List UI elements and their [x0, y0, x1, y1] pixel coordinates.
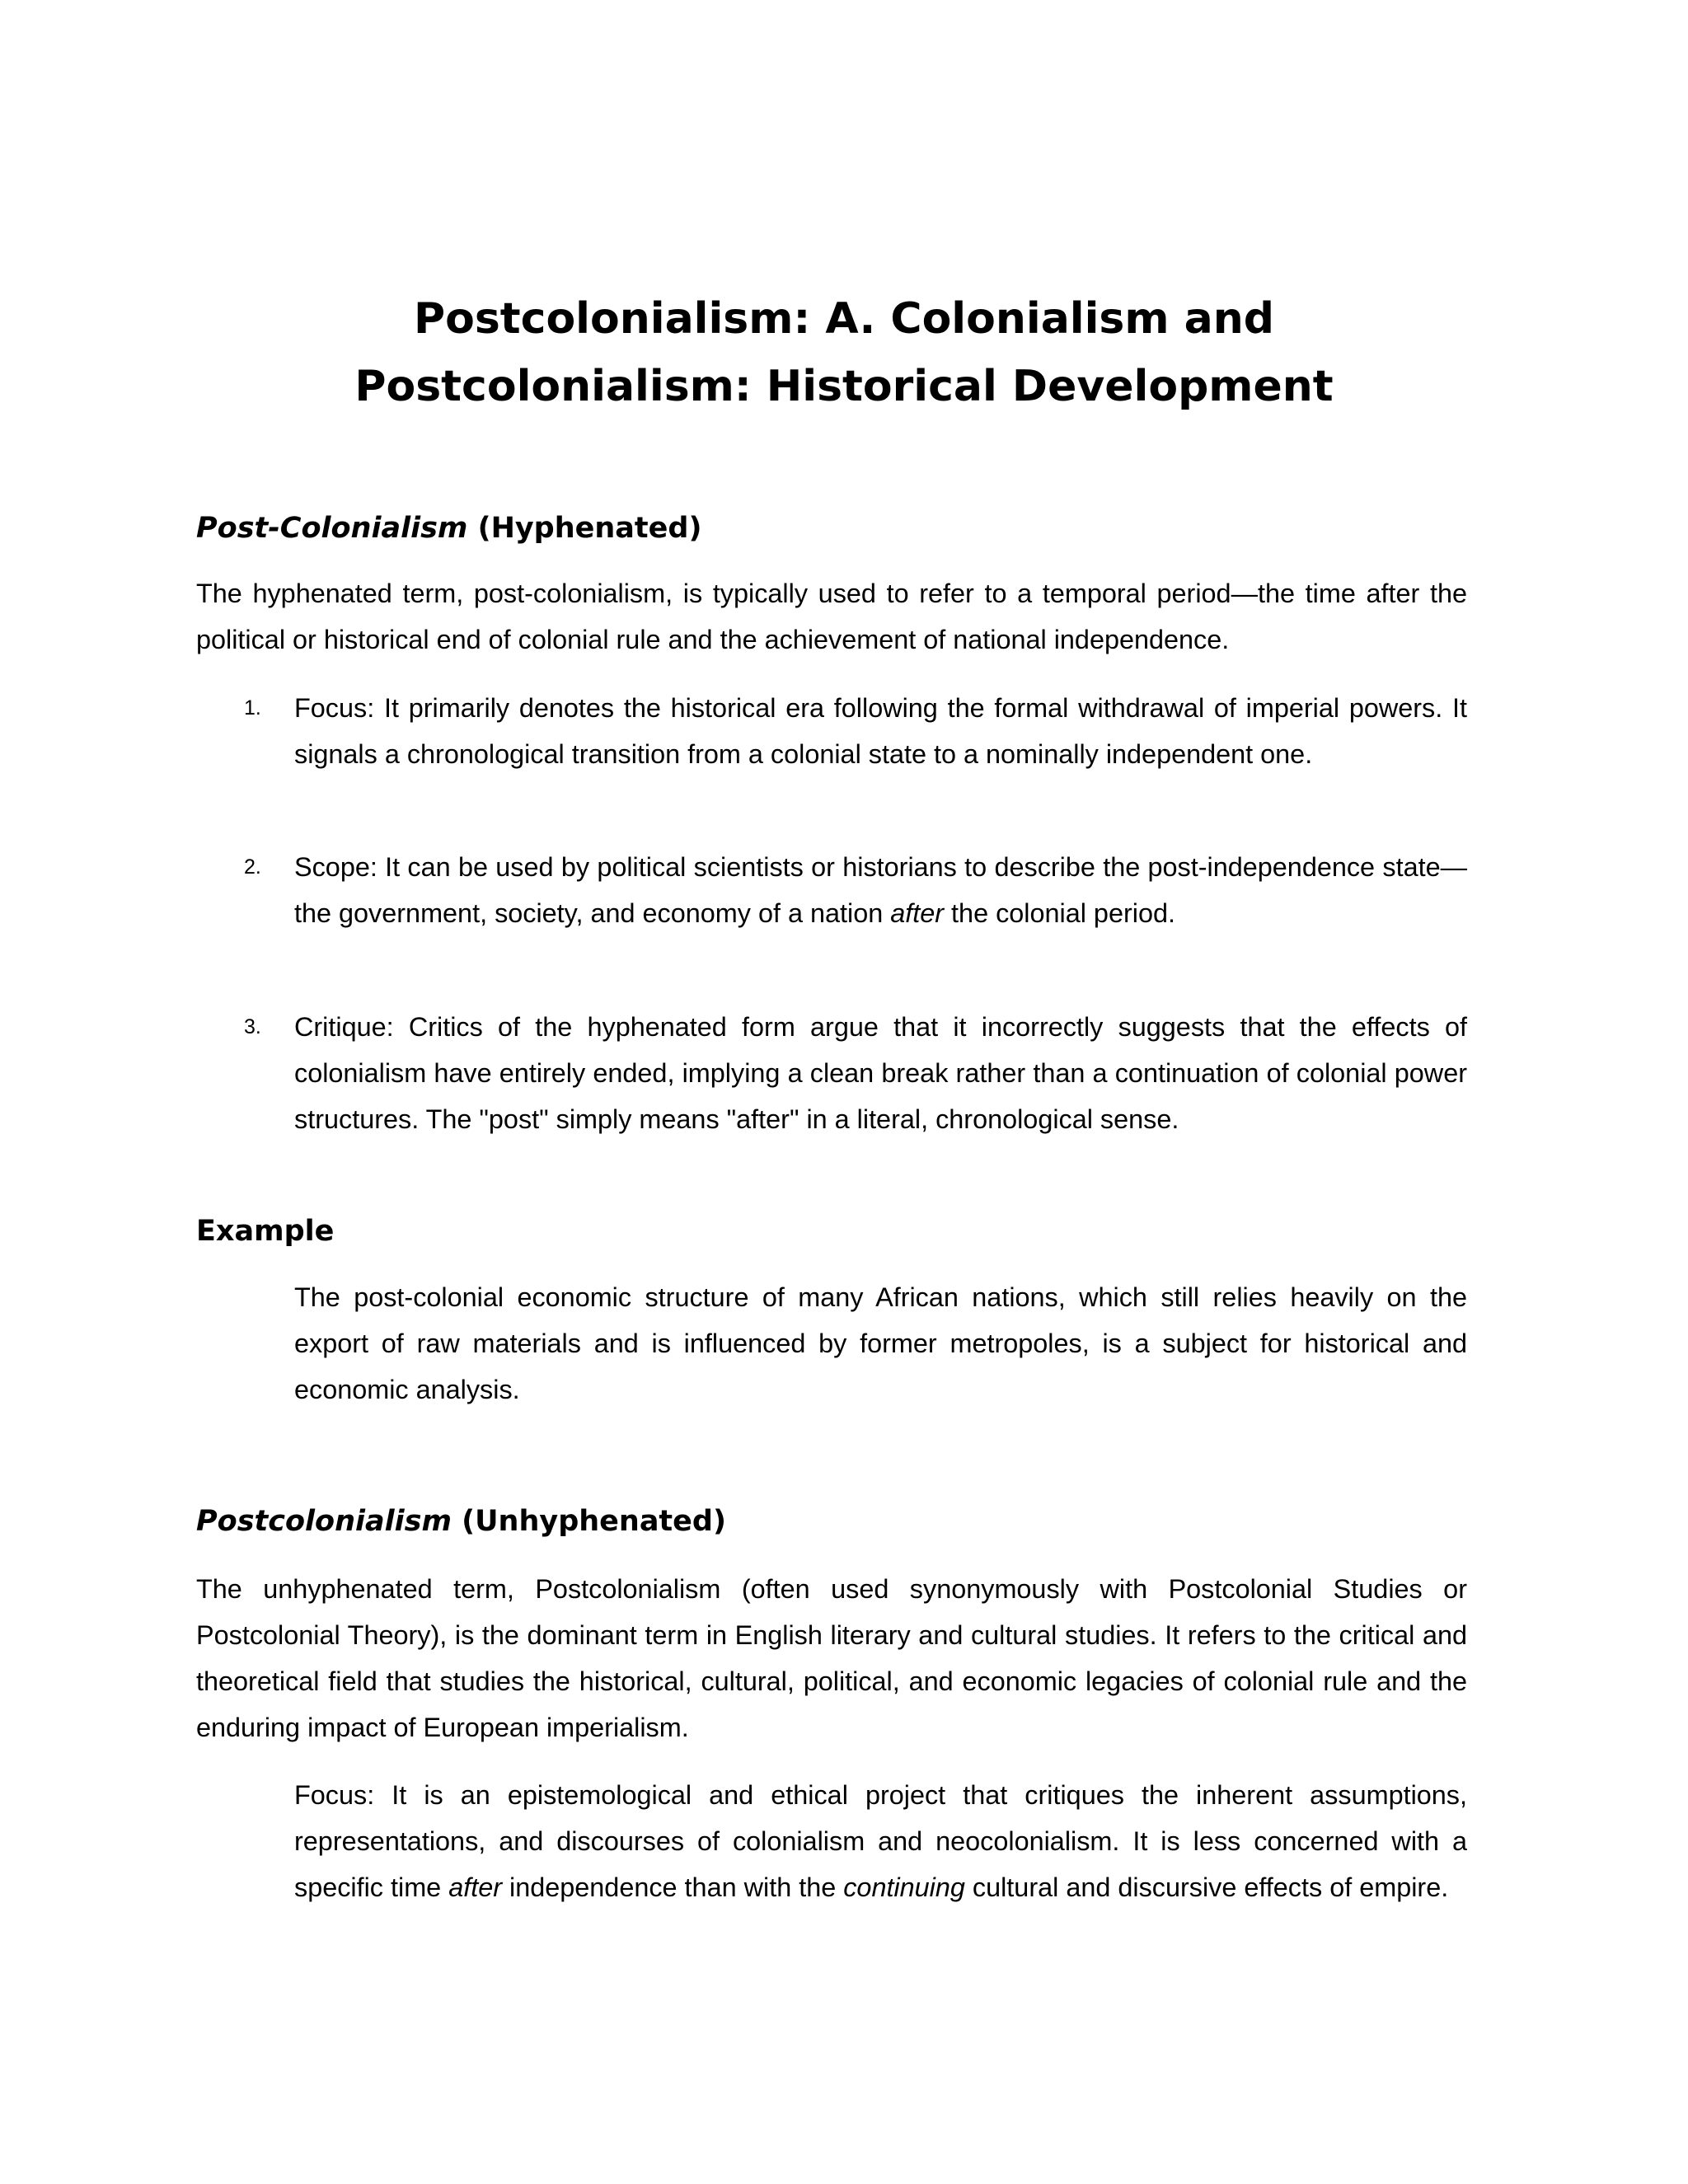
- section-heading-term: Post-Colonialism: [196, 512, 468, 545]
- section-heading-term: Postcolonialism: [196, 1505, 452, 1538]
- list-item-text: Scope: It can be used by political scientists or historians to describe the post-independence state—the government, society, and economy of a nation: [294, 852, 1467, 928]
- section-intro-paragraph: The unhyphenated term, Postcolonialism (often used synonymously with Postcolonial Studies or Postcolonial Theory), is the dominant term in English literary and cultural studies. It refers to the critical and theoretical field that studies the historical, cultural, political, and economic legacies of colonial rule and the enduring impact of European imperialism.: [196, 1574, 1467, 1742]
- emphasis-text: after: [890, 898, 945, 928]
- section-heading-qualifier: (Hyphenated): [467, 512, 702, 545]
- focus-paragraph: [294, 1772, 1467, 1910]
- list-item-text: the colonial period.: [944, 898, 1175, 928]
- list-item-number: 1.: [244, 696, 261, 719]
- title-line-2: Postcolonialism: Historical Development: [354, 362, 1334, 411]
- title-line-1: Postcolonialism: A. Colonialism and: [413, 294, 1274, 344]
- section-intro-paragraph: The hyphenated term, post-colonialism, is typically used to refer to a temporal period—the time after the political or historical end of colonial rule and the achievement of national independence.: [196, 579, 1467, 654]
- list-item-focus: Focus: It primarily denotes the historical era following the formal withdrawal of imperial powers. It signals a chronological transition from a colonial state to a nominally independent one.: [294, 693, 1467, 769]
- focus-text: independence than with the: [502, 1872, 844, 1902]
- page-title: [198, 285, 1490, 420]
- section-heading-hyphenated: [196, 509, 701, 548]
- section-heading-qualifier: (Unhyphenated): [451, 1505, 726, 1538]
- focus-text: Focus: It is an epistemological and ethical project that critiques the inherent assumptions, representations, and discourses of colonialism and neocolonialism. It is less concerned with a specific time: [294, 1780, 1467, 1902]
- list-item-number: 3.: [244, 1015, 261, 1038]
- example-heading: Example: [196, 1215, 335, 1248]
- list-item-number: 2.: [244, 855, 261, 879]
- emphasis-text: continuing: [843, 1872, 965, 1902]
- example-paragraph: The post-colonial economic structure of many African nations, which still relies heavily on the export of raw materials and is influenced by former metropoles, is a subject for historical and economic analysis.: [294, 1282, 1467, 1404]
- focus-text: cultural and discursive effects of empire.: [964, 1872, 1449, 1902]
- section-heading-unhyphenated: [196, 1502, 726, 1541]
- list-item-critique: Critique: Critics of the hyphenated form argue that it incorrectly suggests that the effects of colonialism have entirely ended, implying a clean break rather than a continuation of colonial power structures. The "post" simply means "after" in a literal, chronological sense.: [294, 1012, 1467, 1134]
- list-item-scope: [294, 844, 1467, 936]
- emphasis-text: after: [448, 1872, 503, 1902]
